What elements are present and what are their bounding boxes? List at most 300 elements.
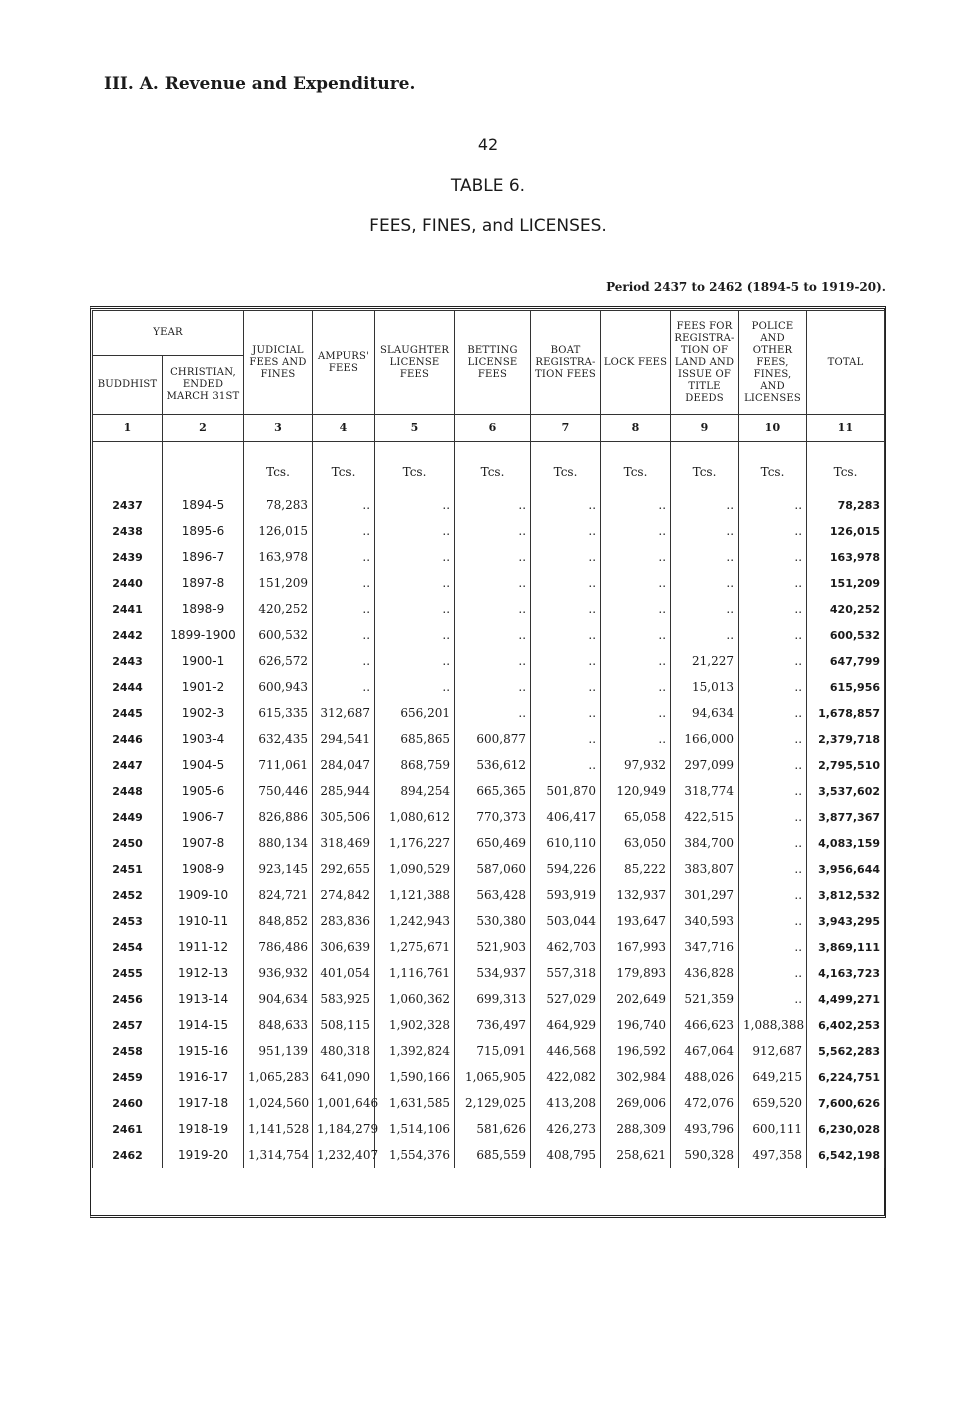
cell-total: 3,956,644: [807, 856, 885, 882]
table-row: [93, 1038, 885, 1064]
unit-cell: Tcs.: [531, 442, 601, 493]
table-row: [93, 934, 885, 960]
cell-betting: 665,365: [455, 778, 531, 804]
cell-boat: ..: [531, 674, 601, 700]
cell-land: 297,099: [671, 752, 739, 778]
table-title: TABLE 6.: [450, 176, 526, 196]
cell-boat: ..: [531, 726, 601, 752]
cell-slaughter: 1,392,824: [375, 1038, 455, 1064]
cell-betting: ..: [455, 492, 531, 518]
cell-ampurs: 306,639: [313, 934, 375, 960]
cell-judicial: 126,015: [244, 518, 313, 544]
cell-buddhist-year: 2447: [93, 752, 163, 778]
period-label: Period 2437 to 2462 (1894-5 to 1919-20).: [606, 280, 886, 294]
cell-slaughter: 1,080,612: [375, 804, 455, 830]
cell-boat: 527,029: [531, 986, 601, 1012]
header-buddhist: BUDDHIST: [93, 356, 163, 415]
cell-land: 467,064: [671, 1038, 739, 1064]
cell-ampurs: 292,655: [313, 856, 375, 882]
cell-buddhist-year: 2441: [93, 596, 163, 622]
cell-ampurs: 305,506: [313, 804, 375, 830]
table-row: [93, 570, 885, 596]
cell-boat: ..: [531, 570, 601, 596]
col-number: 7: [531, 415, 601, 442]
cell-betting: 530,380: [455, 908, 531, 934]
table-row: [93, 1142, 885, 1168]
cell-lock: 97,932: [601, 752, 671, 778]
cell-betting: 715,091: [455, 1038, 531, 1064]
table-row: [93, 882, 885, 908]
table-row: [93, 908, 885, 934]
cell-lock: ..: [601, 726, 671, 752]
cell-judicial: 420,252: [244, 596, 313, 622]
cell-boat: ..: [531, 596, 601, 622]
cell-boat: ..: [531, 492, 601, 518]
cell-boat: 462,703: [531, 934, 601, 960]
cell-betting: 685,559: [455, 1142, 531, 1168]
header-year: YEAR: [93, 311, 244, 356]
cell-christian-year: 1915-16: [163, 1038, 244, 1064]
cell-ampurs: ..: [313, 570, 375, 596]
cell-total: 3,869,111: [807, 934, 885, 960]
cell-total: 615,956: [807, 674, 885, 700]
cell-christian-year: 1896-7: [163, 544, 244, 570]
cell-police: ..: [739, 674, 807, 700]
cell-police: ..: [739, 934, 807, 960]
cell-betting: 770,373: [455, 804, 531, 830]
cell-lock: 196,592: [601, 1038, 671, 1064]
fees-table: [92, 310, 885, 1168]
cell-buddhist-year: 2454: [93, 934, 163, 960]
header-judicial: JUDICIAL FEES AND FINES: [244, 311, 313, 415]
unit-cell: Tcs.: [601, 442, 671, 493]
cell-police: ..: [739, 908, 807, 934]
table-row: [93, 778, 885, 804]
cell-lock: 202,649: [601, 986, 671, 1012]
cell-land: 15,013: [671, 674, 739, 700]
cell-police: ..: [739, 856, 807, 882]
cell-lock: ..: [601, 622, 671, 648]
cell-ampurs: 641,090: [313, 1064, 375, 1090]
cell-total: 420,252: [807, 596, 885, 622]
cell-betting: ..: [455, 596, 531, 622]
cell-lock: ..: [601, 674, 671, 700]
cell-boat: ..: [531, 700, 601, 726]
cell-ampurs: 1,184,279: [313, 1116, 375, 1142]
cell-betting: 536,612: [455, 752, 531, 778]
table-row: [93, 518, 885, 544]
cell-police: ..: [739, 648, 807, 674]
cell-judicial: 824,721: [244, 882, 313, 908]
cell-ampurs: 312,687: [313, 700, 375, 726]
cell-buddhist-year: 2462: [93, 1142, 163, 1168]
cell-ampurs: 318,469: [313, 830, 375, 856]
col-number: 11: [807, 415, 885, 442]
cell-boat: 446,568: [531, 1038, 601, 1064]
cell-police: ..: [739, 804, 807, 830]
cell-betting: 521,903: [455, 934, 531, 960]
cell-lock: ..: [601, 596, 671, 622]
cell-boat: 503,044: [531, 908, 601, 934]
cell-buddhist-year: 2445: [93, 700, 163, 726]
cell-buddhist-year: 2453: [93, 908, 163, 934]
cell-lock: 258,621: [601, 1142, 671, 1168]
cell-buddhist-year: 2459: [93, 1064, 163, 1090]
cell-judicial: 1,141,528: [244, 1116, 313, 1142]
cell-judicial: 711,061: [244, 752, 313, 778]
cell-ampurs: 284,047: [313, 752, 375, 778]
cell-betting: 587,060: [455, 856, 531, 882]
cell-betting: 736,497: [455, 1012, 531, 1038]
cell-christian-year: 1901-2: [163, 674, 244, 700]
table-row: [93, 856, 885, 882]
cell-boat: 413,208: [531, 1090, 601, 1116]
col-number: 1: [93, 415, 163, 442]
cell-land: 521,359: [671, 986, 739, 1012]
cell-police: ..: [739, 778, 807, 804]
header-christian: CHRISTIAN, ENDED MARCH 31ST: [163, 356, 244, 415]
cell-buddhist-year: 2457: [93, 1012, 163, 1038]
cell-judicial: 951,139: [244, 1038, 313, 1064]
cell-slaughter: 1,060,362: [375, 986, 455, 1012]
unit-cell: Tcs.: [807, 442, 885, 493]
cell-lock: 196,740: [601, 1012, 671, 1038]
cell-total: 6,402,253: [807, 1012, 885, 1038]
cell-buddhist-year: 2438: [93, 518, 163, 544]
cell-ampurs: ..: [313, 518, 375, 544]
table-row: [93, 1064, 885, 1090]
col-number: 2: [163, 415, 244, 442]
table-row: [93, 752, 885, 778]
cell-slaughter: 685,865: [375, 726, 455, 752]
cell-slaughter: 868,759: [375, 752, 455, 778]
cell-buddhist-year: 2455: [93, 960, 163, 986]
cell-boat: 593,919: [531, 882, 601, 908]
cell-land: ..: [671, 544, 739, 570]
cell-total: 2,795,510: [807, 752, 885, 778]
cell-christian-year: 1904-5: [163, 752, 244, 778]
cell-police: ..: [739, 596, 807, 622]
cell-lock: ..: [601, 518, 671, 544]
cell-land: ..: [671, 596, 739, 622]
cell-ampurs: 583,925: [313, 986, 375, 1012]
cell-christian-year: 1918-19: [163, 1116, 244, 1142]
cell-boat: 426,273: [531, 1116, 601, 1142]
header-total: TOTAL: [807, 311, 885, 415]
cell-slaughter: ..: [375, 492, 455, 518]
cell-land: 318,774: [671, 778, 739, 804]
cell-christian-year: 1898-9: [163, 596, 244, 622]
cell-betting: 600,877: [455, 726, 531, 752]
cell-ampurs: ..: [313, 544, 375, 570]
cell-boat: 557,318: [531, 960, 601, 986]
cell-total: 3,877,367: [807, 804, 885, 830]
cell-police: 497,358: [739, 1142, 807, 1168]
cell-slaughter: ..: [375, 570, 455, 596]
cell-judicial: 1,314,754: [244, 1142, 313, 1168]
cell-slaughter: 1,590,166: [375, 1064, 455, 1090]
header-lock: LOCK FEES: [601, 311, 671, 415]
cell-ampurs: 401,054: [313, 960, 375, 986]
cell-buddhist-year: 2437: [93, 492, 163, 518]
cell-ampurs: ..: [313, 622, 375, 648]
cell-boat: ..: [531, 622, 601, 648]
cell-christian-year: 1919-20: [163, 1142, 244, 1168]
cell-judicial: 163,978: [244, 544, 313, 570]
cell-betting: ..: [455, 544, 531, 570]
cell-betting: 581,626: [455, 1116, 531, 1142]
cell-boat: 406,417: [531, 804, 601, 830]
cell-land: ..: [671, 492, 739, 518]
cell-lock: 120,949: [601, 778, 671, 804]
cell-slaughter: 1,275,671: [375, 934, 455, 960]
cell-christian-year: 1909-10: [163, 882, 244, 908]
cell-judicial: 626,572: [244, 648, 313, 674]
cell-land: 347,716: [671, 934, 739, 960]
cell-judicial: 880,134: [244, 830, 313, 856]
cell-police: 912,687: [739, 1038, 807, 1064]
cell-betting: ..: [455, 570, 531, 596]
cell-total: 6,224,751: [807, 1064, 885, 1090]
cell-slaughter: ..: [375, 622, 455, 648]
cell-christian-year: 1910-11: [163, 908, 244, 934]
cell-land: ..: [671, 622, 739, 648]
table-row: [93, 674, 885, 700]
cell-lock: ..: [601, 544, 671, 570]
cell-total: 78,283: [807, 492, 885, 518]
cell-buddhist-year: 2451: [93, 856, 163, 882]
cell-slaughter: 1,902,328: [375, 1012, 455, 1038]
cell-christian-year: 1911-12: [163, 934, 244, 960]
cell-police: 1,088,388: [739, 1012, 807, 1038]
cell-christian-year: 1894-5: [163, 492, 244, 518]
cell-total: 7,600,626: [807, 1090, 885, 1116]
cell-ampurs: 508,115: [313, 1012, 375, 1038]
cell-land: 166,000: [671, 726, 739, 752]
cell-buddhist-year: 2452: [93, 882, 163, 908]
cell-slaughter: 1,116,761: [375, 960, 455, 986]
cell-judicial: 151,209: [244, 570, 313, 596]
cell-lock: 65,058: [601, 804, 671, 830]
cell-betting: ..: [455, 674, 531, 700]
unit-cell: Tcs.: [313, 442, 375, 493]
cell-ampurs: 283,836: [313, 908, 375, 934]
cell-land: 488,026: [671, 1064, 739, 1090]
unit-cell: Tcs.: [375, 442, 455, 493]
cell-betting: 2,129,025: [455, 1090, 531, 1116]
table-row: [93, 622, 885, 648]
cell-boat: ..: [531, 648, 601, 674]
cell-ampurs: ..: [313, 492, 375, 518]
cell-land: 422,515: [671, 804, 739, 830]
cell-land: 436,828: [671, 960, 739, 986]
cell-lock: 85,222: [601, 856, 671, 882]
cell-christian-year: 1907-8: [163, 830, 244, 856]
table-row: [93, 492, 885, 518]
cell-slaughter: ..: [375, 518, 455, 544]
cell-police: ..: [739, 518, 807, 544]
cell-land: ..: [671, 570, 739, 596]
cell-police: ..: [739, 960, 807, 986]
cell-lock: 167,993: [601, 934, 671, 960]
cell-christian-year: 1914-15: [163, 1012, 244, 1038]
cell-betting: 534,937: [455, 960, 531, 986]
col-number: 3: [244, 415, 313, 442]
cell-buddhist-year: 2460: [93, 1090, 163, 1116]
cell-slaughter: ..: [375, 544, 455, 570]
table-row: [93, 960, 885, 986]
cell-betting: 1,065,905: [455, 1064, 531, 1090]
header-slaughter: SLAUGHTER LICENSE FEES: [375, 311, 455, 415]
cell-lock: 193,647: [601, 908, 671, 934]
header-police: POLICE AND OTHER FEES, FINES, AND LICENSES: [739, 311, 807, 415]
cell-judicial: 615,335: [244, 700, 313, 726]
unit-cell: Tcs.: [671, 442, 739, 493]
cell-christian-year: 1917-18: [163, 1090, 244, 1116]
cell-buddhist-year: 2443: [93, 648, 163, 674]
cell-land: 94,634: [671, 700, 739, 726]
cell-slaughter: 894,254: [375, 778, 455, 804]
cell-land: 340,593: [671, 908, 739, 934]
cell-lock: ..: [601, 570, 671, 596]
cell-boat: 610,110: [531, 830, 601, 856]
cell-ampurs: ..: [313, 674, 375, 700]
cell-judicial: 904,634: [244, 986, 313, 1012]
cell-total: 5,562,283: [807, 1038, 885, 1064]
cell-boat: 408,795: [531, 1142, 601, 1168]
table-row: [93, 596, 885, 622]
cell-judicial: 848,852: [244, 908, 313, 934]
header-betting: BETTING LICENSE FEES: [455, 311, 531, 415]
cell-land: 493,796: [671, 1116, 739, 1142]
cell-land: 21,227: [671, 648, 739, 674]
cell-boat: ..: [531, 518, 601, 544]
cell-total: 4,499,271: [807, 986, 885, 1012]
table-row: [93, 1090, 885, 1116]
cell-slaughter: 1,514,106: [375, 1116, 455, 1142]
cell-christian-year: 1900-1: [163, 648, 244, 674]
page-number: 42: [477, 135, 499, 154]
unit-cell-empty: [93, 442, 163, 493]
cell-betting: ..: [455, 648, 531, 674]
cell-christian-year: 1895-6: [163, 518, 244, 544]
cell-total: 6,230,028: [807, 1116, 885, 1142]
cell-judicial: 750,446: [244, 778, 313, 804]
unit-cell-empty: [163, 442, 244, 493]
cell-judicial: 826,886: [244, 804, 313, 830]
cell-slaughter: 656,201: [375, 700, 455, 726]
cell-boat: ..: [531, 752, 601, 778]
cell-christian-year: 1905-6: [163, 778, 244, 804]
cell-ampurs: 285,944: [313, 778, 375, 804]
cell-ampurs: ..: [313, 648, 375, 674]
cell-judicial: 78,283: [244, 492, 313, 518]
cell-betting: ..: [455, 622, 531, 648]
cell-judicial: 1,065,283: [244, 1064, 313, 1090]
cell-total: 126,015: [807, 518, 885, 544]
cell-slaughter: 1,121,388: [375, 882, 455, 908]
cell-lock: 63,050: [601, 830, 671, 856]
cell-police: ..: [739, 986, 807, 1012]
cell-total: 647,799: [807, 648, 885, 674]
cell-lock: 269,006: [601, 1090, 671, 1116]
col-number: 8: [601, 415, 671, 442]
cell-police: ..: [739, 726, 807, 752]
cell-total: 600,532: [807, 622, 885, 648]
cell-land: 384,700: [671, 830, 739, 856]
col-number: 6: [455, 415, 531, 442]
cell-land: 466,623: [671, 1012, 739, 1038]
cell-lock: 179,893: [601, 960, 671, 986]
unit-cell: Tcs.: [739, 442, 807, 493]
cell-lock: ..: [601, 648, 671, 674]
cell-total: 163,978: [807, 544, 885, 570]
cell-lock: 132,937: [601, 882, 671, 908]
cell-lock: 288,309: [601, 1116, 671, 1142]
cell-land: ..: [671, 518, 739, 544]
cell-judicial: 1,024,560: [244, 1090, 313, 1116]
section-title: III. A. Revenue and Expenditure.: [104, 74, 416, 94]
cell-slaughter: ..: [375, 596, 455, 622]
cell-total: 4,163,723: [807, 960, 885, 986]
cell-land: 472,076: [671, 1090, 739, 1116]
cell-buddhist-year: 2458: [93, 1038, 163, 1064]
cell-slaughter: 1,554,376: [375, 1142, 455, 1168]
cell-land: 301,297: [671, 882, 739, 908]
cell-buddhist-year: 2448: [93, 778, 163, 804]
cell-police: ..: [739, 570, 807, 596]
header-land: FEES FOR REGISTRA-TION OF LAND AND ISSUE OF TITLE DEEDS: [671, 311, 739, 415]
cell-slaughter: 1,242,943: [375, 908, 455, 934]
cell-total: 2,379,718: [807, 726, 885, 752]
cell-buddhist-year: 2444: [93, 674, 163, 700]
cell-buddhist-year: 2446: [93, 726, 163, 752]
cell-christian-year: 1916-17: [163, 1064, 244, 1090]
cell-betting: ..: [455, 518, 531, 544]
cell-buddhist-year: 2442: [93, 622, 163, 648]
cell-total: 6,542,198: [807, 1142, 885, 1168]
cell-judicial: 923,145: [244, 856, 313, 882]
cell-police: 600,111: [739, 1116, 807, 1142]
cell-betting: 563,428: [455, 882, 531, 908]
cell-police: ..: [739, 700, 807, 726]
cell-ampurs: 1,232,407: [313, 1142, 375, 1168]
table-row: [93, 648, 885, 674]
cell-judicial: 786,486: [244, 934, 313, 960]
cell-police: ..: [739, 622, 807, 648]
cell-christian-year: 1912-13: [163, 960, 244, 986]
cell-betting: ..: [455, 700, 531, 726]
cell-buddhist-year: 2456: [93, 986, 163, 1012]
cell-slaughter: 1,090,529: [375, 856, 455, 882]
cell-lock: 302,984: [601, 1064, 671, 1090]
col-number: 9: [671, 415, 739, 442]
cell-total: 151,209: [807, 570, 885, 596]
cell-christian-year: 1906-7: [163, 804, 244, 830]
cell-buddhist-year: 2450: [93, 830, 163, 856]
cell-christian-year: 1908-9: [163, 856, 244, 882]
header-boat: BOAT REGISTRA-TION FEES: [531, 311, 601, 415]
table-row: [93, 1012, 885, 1038]
cell-boat: 422,082: [531, 1064, 601, 1090]
cell-total: 3,812,532: [807, 882, 885, 908]
cell-boat: 501,870: [531, 778, 601, 804]
table-subtitle: FEES, FINES, and LICENSES.: [369, 216, 607, 236]
table-row: [93, 726, 885, 752]
cell-slaughter: 1,631,585: [375, 1090, 455, 1116]
table-row: [93, 700, 885, 726]
cell-police: ..: [739, 752, 807, 778]
